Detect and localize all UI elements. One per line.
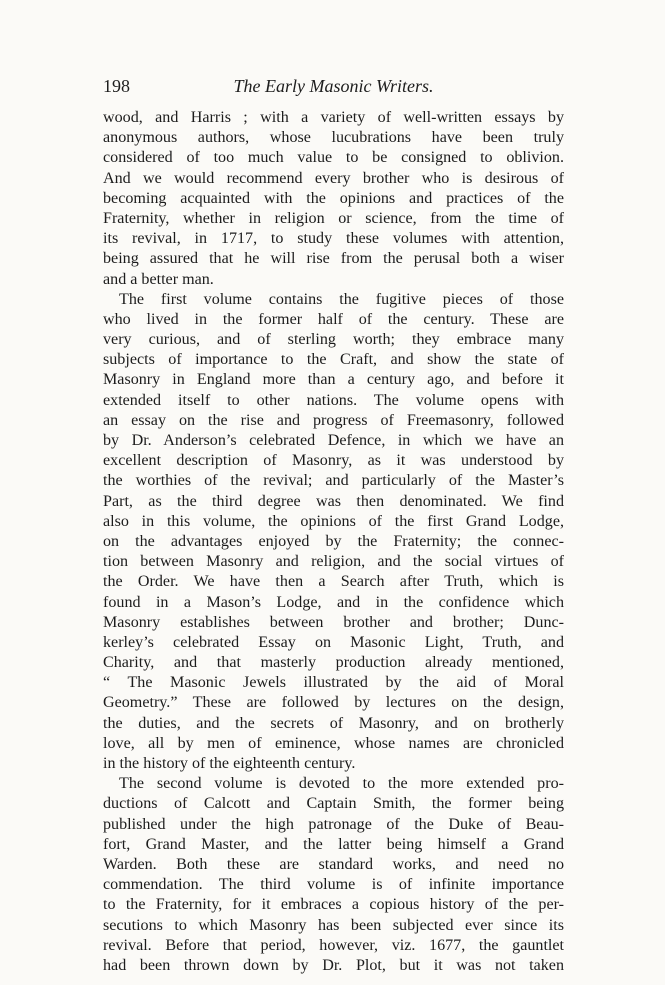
text-line: ductions of Calcott and Captain Smith, the former being [103,795,564,813]
text-line: Fraternity, whether in religion or science, from the time of [103,209,564,227]
text-line: an essay on the rise and progress of Freemasonry, followed [103,411,564,429]
text-line: wood, and Harris ; with a variety of well-written essays by [103,109,564,126]
text-line: on the advantages enjoyed by the Fraternity; the connec- [103,532,564,550]
text-line: secutions to which Masonry has been subjected ever since its [103,916,564,934]
text-line: Masonry in England more than a century ago, and before it [103,371,564,389]
text-line: The first volume contains the fugitive pieces of those [119,290,564,308]
body-text [103,108,564,976]
text-line: excellent description of Masonry, as it was understood by [103,452,564,470]
text-line: anonymous authors, whose lucubrations have been truly [103,129,564,147]
text-line: love, all by men of eminence, whose names are chronicled [103,734,564,752]
text-line: in the history of the eighteenth century. [103,755,356,772]
text-line: had been thrown down by Dr. Plot, but it was not taken [103,956,564,974]
text-line: commendation. The third volume is of infinite importance [103,876,564,894]
text-line: becoming acquainted with the opinions and practices of the [103,189,564,207]
text-line: revival. Before that period, however, viz. 1677, the gauntlet [103,936,564,954]
text-line: very curious, and of sterling worth; they embrace many [103,331,564,349]
text-line: the duties, and the secrets of Masonry, and on brotherly [103,714,564,732]
text-line: And we would recommend every brother who is desirous of [103,169,564,187]
text-line: subjects of importance to the Craft, and show the state of [103,351,564,369]
text-line: also in this volume, the opinions of the first Grand Lodge, [103,512,564,530]
text-line: published under the high patronage of the Duke of Beau- [103,815,564,833]
page-header [103,76,564,100]
text-line: by Dr. Anderson’s celebrated Defence, in which we have an [103,432,564,449]
text-line: the Order. We have then a Search after Truth, which is [103,573,564,591]
text-line: “ The Masonic Jewels illustrated by the aid of Moral [103,674,564,692]
text-line: found in a Mason’s Lodge, and in the confidence which [103,593,564,611]
text-line: the worthies of the revival; and particularly of the Master’s [103,472,564,490]
page-number: 198 [103,76,130,96]
text-line: tion between Masonry and religion, and the social virtues of [103,553,564,571]
text-line: to the Fraternity, for it embraces a copious history of the per- [103,896,564,914]
text-line: Charity, and that masterly production already mentioned, [103,654,564,672]
text-line: Warden. Both these are standard works, and need no [103,855,564,873]
text-line: fort, Grand Master, and the latter being himself a Grand [103,835,564,853]
text-line: being assured that he will rise from the perusal both a wiser [103,250,564,268]
text-line: The second volume is devoted to the more extended pro- [119,775,564,793]
text-line: extended itself to other nations. The volume opens with [103,391,564,409]
text-line: kerley’s celebrated Essay on Masonic Light, Truth, and [103,633,564,651]
text-line: Part, as the third degree was then denominated. We find [103,492,564,510]
text-line: its revival, in 1717, to study these volumes with attention, [103,230,564,248]
text-line: and a better man. [103,270,214,288]
text-line: Geometry.” These are followed by lectures on the design, [103,694,564,712]
text-line: Masonry establishes between brother and brother; Dunc- [103,613,564,631]
text-line: considered of too much value to be consigned to oblivion. [103,149,564,167]
text-line: who lived in the former half of the century. These are [103,310,564,328]
running-title: The Early Masonic Writers. [233,76,434,96]
